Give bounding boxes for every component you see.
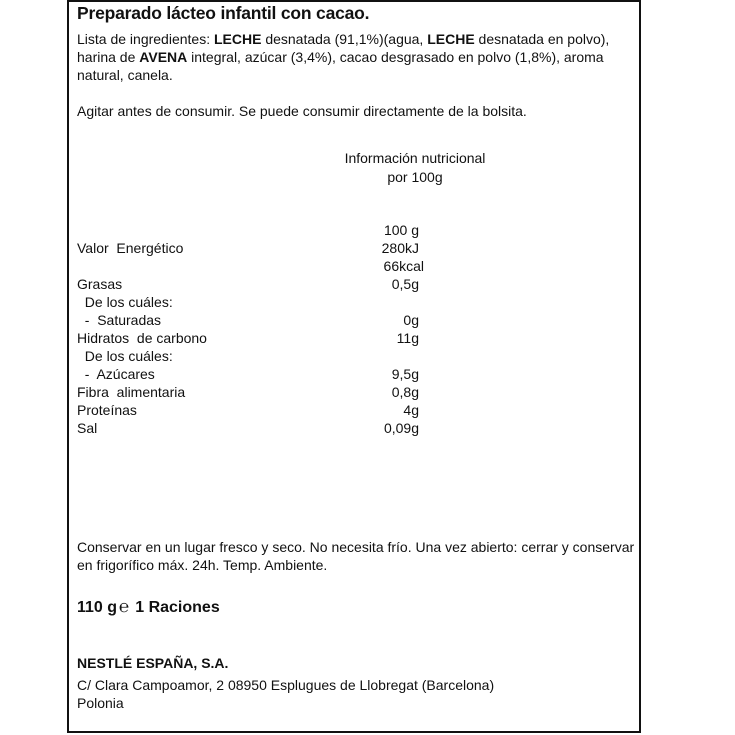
nutrient-label: De los cuáles:	[77, 348, 173, 364]
nutrient-value: 0,5g	[391, 276, 419, 292]
product-title: Preparado lácteo infantil con cacao.	[77, 3, 370, 23]
estimated-sign-icon: ℮	[119, 597, 130, 616]
table-row	[77, 293, 457, 311]
nutrient-value: 4g	[403, 402, 419, 418]
nutrient-label: Valor Energético	[77, 240, 184, 256]
table-row	[77, 365, 457, 383]
table-row	[77, 329, 457, 347]
nutrient-label: Fibra alimentaria	[77, 384, 186, 400]
company-address: C/ Clara Campoamor, 2 08950 Esplugues de Llobregat (Barcelona)	[77, 677, 495, 693]
nutrient-label: - Azúcares	[77, 366, 155, 382]
allergen-milk: LECHE	[213, 31, 262, 47]
ingredients-text: desnatada en polvo), harina de	[77, 31, 610, 65]
nutrition-per: por 100g	[387, 169, 443, 185]
ingredients-list	[77, 30, 637, 84]
nutrient-value: 9,5g	[391, 366, 419, 382]
nutrient-value: 0,09g	[383, 420, 419, 436]
table-row	[77, 257, 457, 275]
nutrient-value: 0,8g	[391, 384, 419, 400]
nutrition-title: Información nutricional	[344, 150, 486, 166]
nutrient-label: Sal	[77, 420, 98, 436]
table-row	[77, 401, 457, 419]
net-weight-line	[77, 597, 220, 617]
nutrient-value: 11g	[396, 330, 419, 346]
ingredients-text: integral, azúcar (3,4%), cacao desgrasado en polvo (1,8%), aroma natural, canela.	[77, 49, 604, 83]
table-row	[77, 239, 457, 257]
storage-instructions: Conservar en un lugar fresco y seco. No necesita frío. Una vez abierto: cerrar y conservar en frigorífico máx. 24h. Temp. Ambiente.	[77, 539, 635, 573]
nutrient-value: 0g	[403, 312, 419, 328]
ingredients-text: desnatada (91,1%)(agua,	[261, 31, 428, 47]
nutrient-label: Hidratos de carbono	[77, 330, 207, 346]
ingredients-text: Lista de ingredientes:	[77, 31, 214, 47]
table-row	[77, 347, 457, 365]
nutrient-label: Proteínas	[77, 402, 137, 418]
servings: 1 Raciones	[135, 599, 220, 616]
nutrient-value: 66kcal	[383, 258, 424, 274]
allergen-oat: AVENA	[139, 49, 188, 65]
nutrition-column-header-row	[77, 221, 457, 239]
nutrient-value: 280kJ	[381, 240, 419, 256]
nutrition-column-header: 100 g	[383, 222, 419, 238]
table-row	[77, 419, 457, 437]
nutrient-label: Grasas	[77, 276, 123, 292]
allergen-milk: LECHE	[427, 31, 475, 47]
table-row	[77, 383, 457, 401]
table-row	[77, 311, 457, 329]
nutrient-label: - Saturadas	[77, 312, 162, 328]
net-weight: 110 g	[77, 599, 118, 616]
company-name: NESTLÉ ESPAÑA, S.A.	[77, 655, 229, 671]
country-of-origin: Polonia	[77, 695, 124, 711]
nutrient-label: De los cuáles:	[77, 294, 173, 310]
nutrition-table	[77, 221, 457, 437]
nutrition-heading	[300, 149, 530, 187]
usage-instructions: Agitar antes de consumir. Se puede consumir directamente de la bolsita.	[77, 103, 527, 119]
table-row	[77, 275, 457, 293]
